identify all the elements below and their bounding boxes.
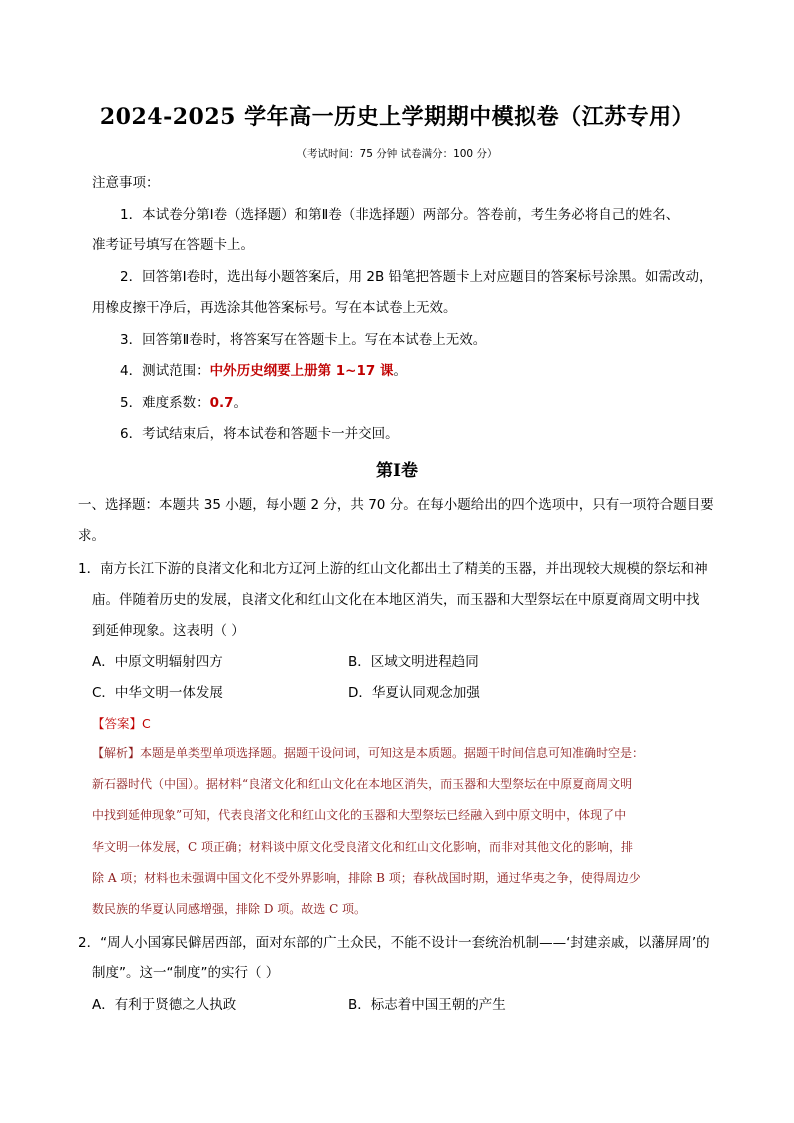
question-1-answer: 【答案】C: [92, 716, 151, 731]
notice-item-2-line-1: 2．回答第Ⅰ卷时，选出每小题答案后，用 2B 铅笔把答题卡上对应题目的答案标号涂黑。如需改动，: [120, 269, 713, 285]
question-1-line-2: 庙。伴随着历史的发展，良渚文化和红山文化在本地区消失，而玉器和大型祭坛在中原夏商周文明中找: [92, 592, 700, 608]
notice-item-4-end: 。: [393, 363, 407, 379]
section-title: 第Ⅰ卷: [376, 461, 418, 481]
question-2-line-1: 2．“周人小国寡民僻居西部，面对东部的广土众民，不能不设计一套统治机制——‘封建亲戚，以藩屏周’的: [78, 935, 710, 951]
notice-item-2-line-2: 用橡皮擦干净后，再选涂其他答案标号。写在本试卷上无效。: [92, 300, 457, 316]
question-1-line-1: 1．南方长江下游的良渚文化和北方辽河上游的红山文化都出土了精美的玉器，并出现较大规模的祭坛和神: [78, 561, 708, 577]
question-1-explanation-line-4: 华文明一体发展，C 项正确；材料谈中原文化受良渚文化和红山文化影响，而非对其他文化的影响，排: [92, 840, 634, 854]
exam-title: 2024-2025 学年高一历史上学期期中模拟卷（江苏专用）: [99, 104, 695, 130]
notice-item-4: [120, 360, 407, 382]
notice-item-4-label: 4．测试范围：: [120, 363, 210, 379]
question-1-explanation-line-1: 【解析】本题是单类型单项选择题。据题干设问词，可知这是本质题。据题干时间信息可知准确时空是：: [92, 746, 645, 760]
question-2-option-b: B．标志着中国王朝的产生: [348, 997, 506, 1013]
question-1-explanation-line-6: 数民族的华夏认同感增强，排除 D 项。故选 C 项。: [92, 902, 367, 916]
question-1-explanation-line-5: 除 A 项；材料也未强调中国文化不受外界影响，排除 B 项；春秋战国时期，通过华夷之争，使得周边少: [92, 871, 641, 885]
question-1-option-c: C．中华文明一体发展: [92, 685, 223, 701]
section-intro-line-2: 求。: [78, 528, 105, 544]
question-1-option-a: A．中原文明辐射四方: [92, 654, 223, 670]
question-1-line-3: 到延伸现象。这表明（ ）: [92, 623, 245, 639]
notice-heading: 注意事项：: [92, 175, 160, 191]
difficulty-value: 0.7: [209, 395, 234, 411]
question-1-option-b: B．区域文明进程趋同: [348, 654, 479, 670]
notice-item-6: 6．考试结束后，将本试卷和答题卡一并交回。: [120, 426, 399, 442]
question-1-explanation-line-2: 新石器时代（中国）。据材料“良渚文化和红山文化在本地区消失，而玉器和大型祭坛在中原夏商周文明: [92, 777, 633, 791]
notice-item-5: [120, 392, 247, 414]
question-2-option-a: A．有利于贤德之人执政: [92, 997, 237, 1013]
exam-subtitle: （考试时间：75 分钟 试卷满分：100 分）: [296, 148, 498, 160]
notice-item-5-end: 。: [233, 395, 248, 411]
question-1-explanation-line-3: 中找到延伸现象”可知，代表良渚文化和红山文化的玉器和大型祭坛已经融入到中原文明中，体现了中: [92, 808, 627, 822]
notice-item-5-label: 5．难度系数：: [120, 395, 210, 411]
notice-item-1-line-1: 1．本试卷分第Ⅰ卷（选择题）和第Ⅱ卷（非选择题）两部分。答卷前，考生务必将自己的姓名、: [120, 207, 680, 223]
notice-item-3: 3．回答第Ⅱ卷时，将答案写在答题卡上。写在本试卷上无效。: [120, 332, 487, 348]
question-1-option-d: D．华夏认同观念加强: [348, 685, 480, 701]
test-scope-value: 中外历史纲要上册第 1~17 课: [209, 363, 394, 379]
notice-item-1-line-2: 准考证号填写在答题卡上。: [92, 237, 254, 253]
question-2-line-2: 制度”。这一“制度”的实行（ ）: [92, 965, 280, 981]
section-intro-line-1: 一、选择题：本题共 35 小题，每小题 2 分，共 70 分。在每小题给出的四个选项中，只有一项符合题目要: [78, 497, 714, 513]
